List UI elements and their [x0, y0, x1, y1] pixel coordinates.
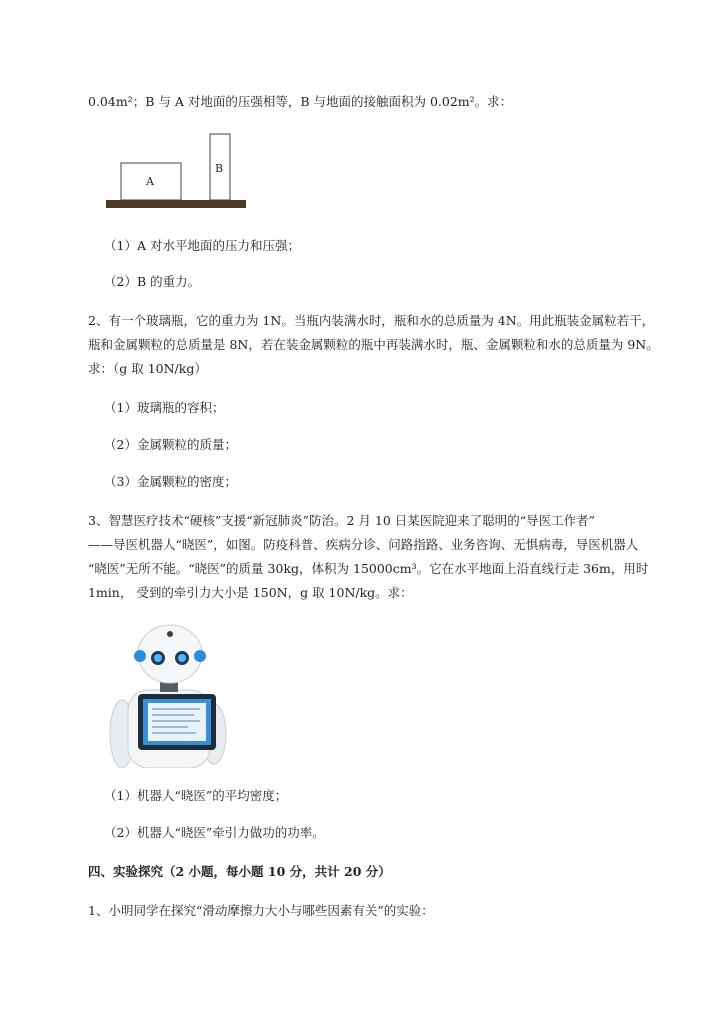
blocks-figure [104, 128, 249, 214]
robot-right-ear [194, 650, 206, 662]
robot-left-eye-glow [154, 654, 162, 662]
q2-line1: 2、有一个玻璃瓶，它的重力为 1N。当瓶内装满水时，瓶和水的总质量为 4N。用此瓶装金属粒若干， [88, 313, 655, 328]
intro-line: 0.04m²；B 与 A 对地面的压强相等，B 与地面的接触面积为 0.02m²。求： [88, 94, 513, 109]
robot-right-eye-glow [178, 654, 186, 662]
q1-sub2: （2）B 的重力。 [104, 274, 201, 289]
robot-image [108, 622, 228, 768]
q2-line2: 瓶和金属颗粒的总质量是 8N，若在装金属颗粒的瓶中再装满水时，瓶、金属颗粒和水的总质量为 9N。 [88, 337, 659, 352]
q3-sub1: （1）机器人“晓医”的平均密度； [104, 788, 288, 803]
robot-left-ear [134, 650, 146, 662]
q2-sub3: （3）金属颗粒的密度； [104, 474, 237, 489]
q3-sub2: （2）机器人“晓医”牵引力做功的功率。 [104, 825, 325, 840]
q3-line2: ——导医机器人“晓医”，如图。防疫科普、疾病分诊、问路指路、业务咨询、无惧病毒，导医机器人 [88, 537, 639, 552]
q1-sub1: （1）A 对水平地面的压力和压强； [104, 238, 300, 253]
q2-sub1: （1）玻璃瓶的容积； [104, 400, 225, 415]
robot-illustration [108, 622, 228, 768]
section-heading: 四、实验探究（2 小题，每小题 10 分，共计 20 分） [88, 864, 391, 879]
robot-forehead-sensor [167, 631, 173, 637]
q2-line3: 求：（g 取 10N/kg） [88, 361, 207, 376]
label-b: B [215, 162, 224, 175]
q2-sub2: （2）金属颗粒的质量； [104, 437, 237, 452]
section4-q1: 1、小明同学在探究“滑动摩擦力大小与哪些因素有关”的实验： [88, 903, 434, 918]
q3-line1: 3、智慧医疗技术“硬核”支援“新冠肺炎”防治。2 月 10 日某医院迎来了聪明的“导医工作者” [88, 513, 596, 528]
blocks-diagram [104, 128, 249, 214]
ground [106, 200, 246, 208]
label-a: A [146, 175, 154, 188]
q3-line4: 1min， 受到的牵引力大小是 150N，g 取 10N/kg。求： [88, 585, 413, 600]
q3-line3: “晓医”无所不能。“晓医”的质量 30kg，体积为 15000cm³。它在水平地面上沿直线行走 36m，用时 [88, 561, 649, 576]
